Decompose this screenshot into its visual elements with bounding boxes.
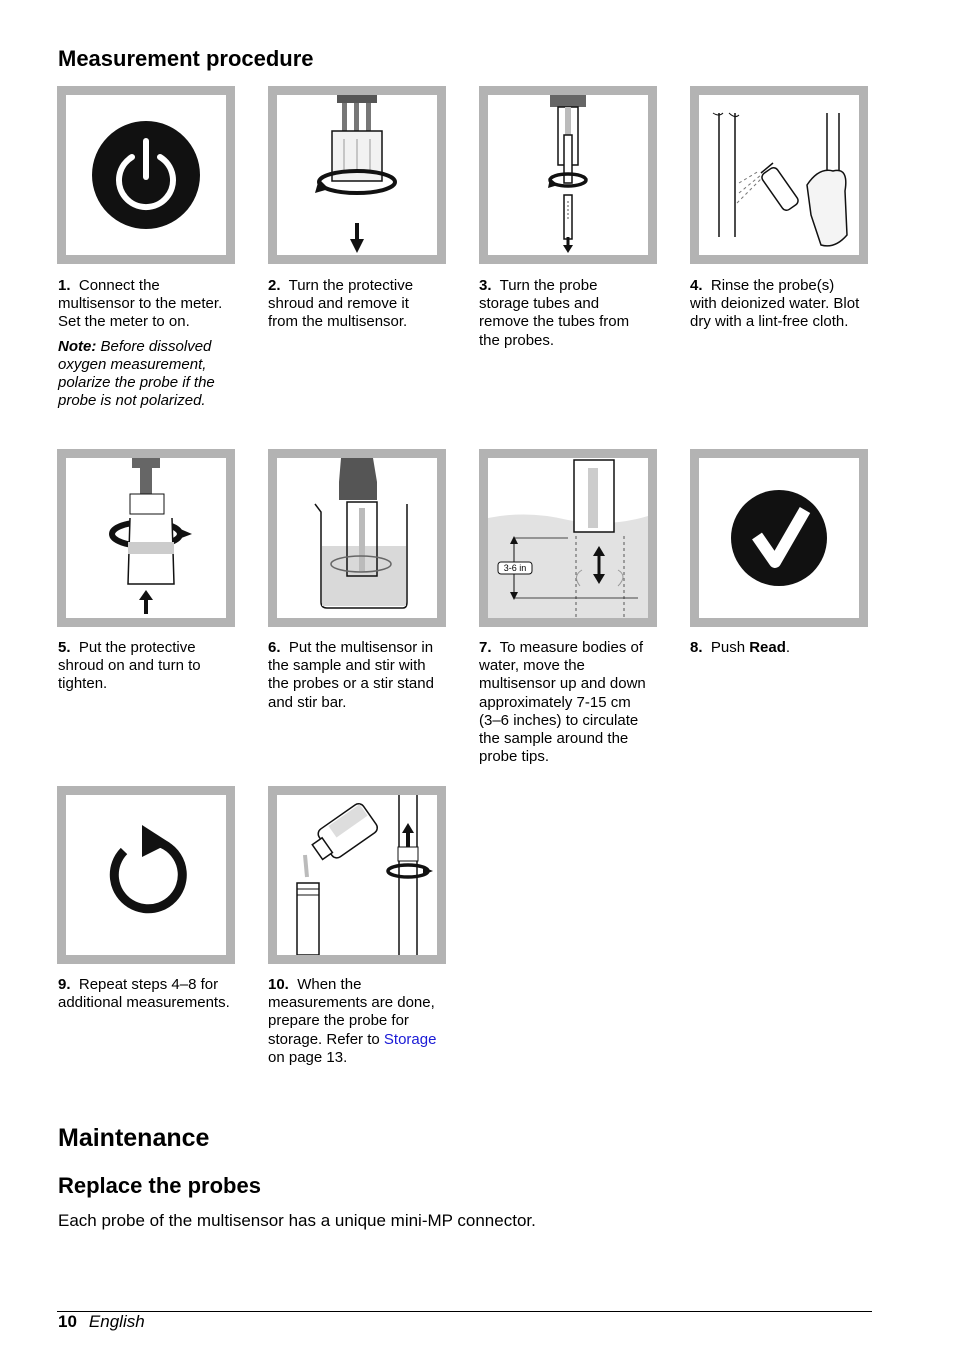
step-5-illustration: [57, 449, 235, 627]
step-7-illustration: [479, 449, 657, 627]
step-8-illustration: [690, 449, 868, 627]
step-3-illustration: [479, 86, 657, 264]
step-3: [479, 277, 651, 350]
step-7: [479, 639, 651, 766]
beaker-stir-icon: [277, 458, 437, 618]
body-of-water-icon: [488, 458, 648, 618]
step-4-illustration: [690, 86, 868, 264]
step-number: 9.: [58, 976, 71, 993]
storage-prep-icon: [277, 795, 437, 955]
step-5: [58, 639, 230, 694]
step-2: [268, 277, 440, 332]
footer-divider: [57, 1311, 872, 1312]
step-4: [690, 277, 862, 332]
read-key-label: Read: [749, 639, 786, 656]
step-text: Repeat steps 4–8 for additional measurements.: [58, 976, 230, 1012]
step-number: 4.: [690, 277, 703, 294]
depth-label: 3-6 in: [503, 563, 527, 573]
step-10: [268, 976, 440, 1067]
step-number: 6.: [268, 639, 281, 656]
step-6-illustration: [268, 449, 446, 627]
step-10-illustration: [268, 786, 446, 964]
step-text: Push: [710, 639, 750, 656]
note-text: Before dissolved oxygen measurement, polarize the probe if the probe is not polarized.: [58, 337, 215, 410]
page-footer: [58, 1312, 145, 1332]
step-1: [58, 277, 230, 410]
checkmark-icon: [699, 458, 859, 618]
step-2-illustration: [268, 86, 446, 264]
step-number: 5.: [58, 639, 71, 656]
step-text: Connect the multisensor to the meter. Set the meter to on.: [58, 277, 223, 331]
step-number: 8.: [690, 639, 703, 656]
note-label: Note:: [58, 337, 97, 355]
step-text: Put the multisensor in the sample and stir with the probes or a stir stand and stir bar.: [268, 639, 434, 711]
repeat-icon: [66, 795, 226, 955]
step-6: [268, 639, 440, 712]
section-heading-measurement: Measurement procedure: [58, 46, 314, 71]
step-9-illustration: [57, 786, 235, 964]
step-text: Rinse the probe(s) with deionized water. Blot dry with a lint-free cloth.: [690, 277, 860, 331]
step-text: Put the protective shroud on and turn to tighten.: [58, 639, 201, 693]
step-number: 2.: [268, 277, 281, 294]
section-heading-replace-probes: Replace the probes: [58, 1173, 261, 1198]
page-number: 10: [58, 1312, 77, 1331]
power-icon: [66, 95, 226, 255]
shroud-remove-icon: [277, 95, 437, 255]
shroud-install-icon: [66, 458, 226, 618]
step-number: 7.: [479, 639, 492, 656]
step-1-illustration: [57, 86, 235, 264]
step-number: 1.: [58, 277, 71, 294]
step-9: [58, 976, 230, 1012]
section-heading-maintenance: Maintenance: [58, 1124, 210, 1152]
step-number: 3.: [479, 277, 492, 294]
step-text: Turn the probe storage tubes and remove the tubes from the probes.: [479, 277, 630, 349]
step-text-end: .: [785, 639, 791, 656]
step-note: [58, 338, 230, 411]
step-text: When the measurements are done, prepare the probe for storage. Refer to: [268, 976, 435, 1048]
rinse-blot-icon: [699, 95, 859, 255]
storage-tube-remove-icon: [488, 95, 648, 255]
step-number: 10.: [268, 976, 289, 993]
step-text-end: on page 13.: [268, 1048, 348, 1066]
body-paragraph: Each probe of the multisensor has a unique mini-MP connector.: [58, 1211, 536, 1230]
step-text: To measure bodies of water, move the multisensor up and down approximately 7-15 cm (3–6 inches) to circulate the sample around the probe tips.: [479, 639, 646, 766]
storage-link[interactable]: Storage: [383, 1030, 437, 1048]
footer-language: English: [88, 1312, 145, 1331]
step-8: [690, 639, 862, 657]
step-text: Turn the protective shroud and remove it from the multisensor.: [268, 277, 414, 331]
